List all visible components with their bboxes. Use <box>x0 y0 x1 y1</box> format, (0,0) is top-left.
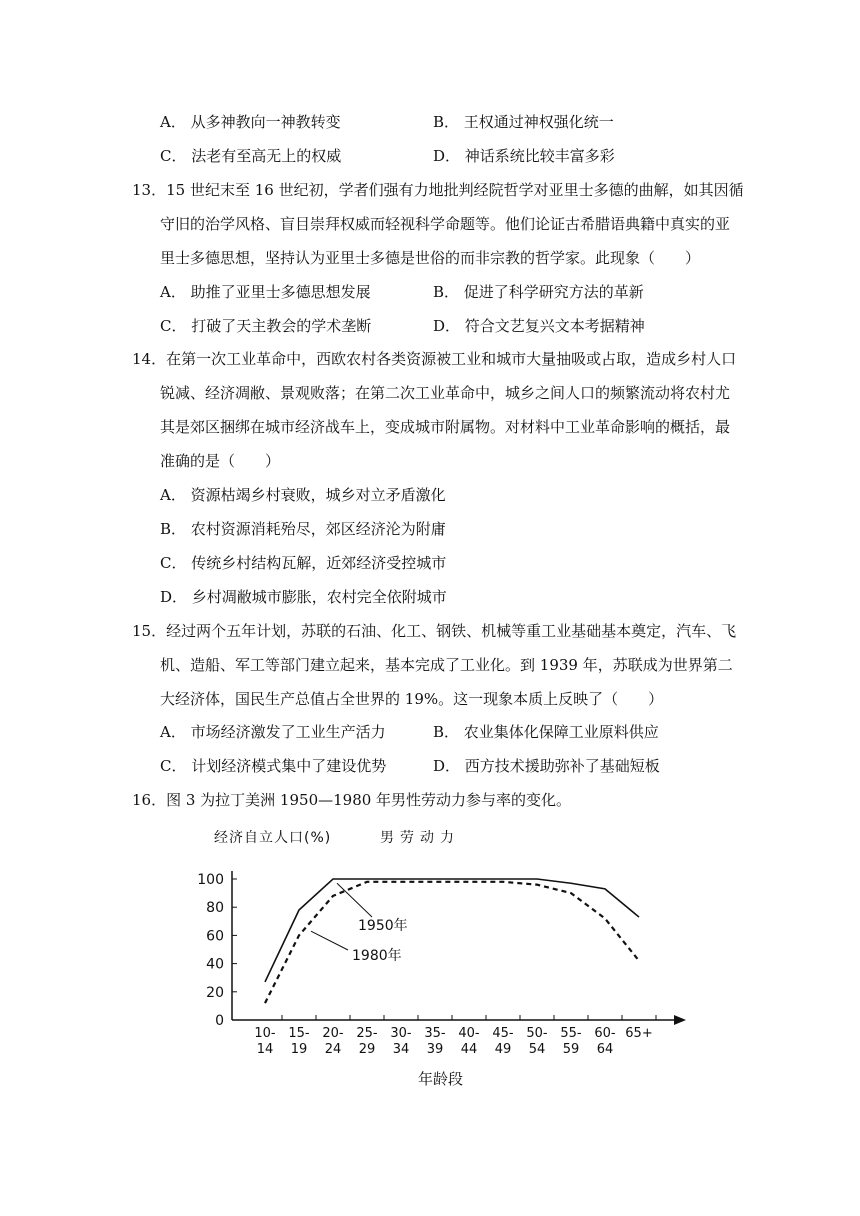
q13-stem-line-1: 13．15 世纪末至 16 世纪初，学者们强有力地批判经院哲学对亚里士多德的曲解，如其因循 <box>132 181 744 199</box>
chart-ylabel: 经济自立人口(%) <box>214 830 332 846</box>
q16-stem-line-1: 16．图 3 为拉丁美洲 1950—1980 年男性劳动力参与率的变化。 <box>132 791 572 809</box>
x-tick-label: 29 <box>358 1042 376 1057</box>
x-tick-label: 35- <box>424 1026 446 1041</box>
x-tick-label: 25- <box>356 1026 378 1041</box>
x-tick-label: 45- <box>492 1026 514 1041</box>
q13-option-c: C． 打破了天主教会的学术垄断 <box>160 317 372 335</box>
option-c: C． 法老有至高无上的权威 <box>160 147 342 165</box>
x-tick-label: 64 <box>596 1042 614 1057</box>
y-tick-label: 20 <box>206 984 224 1001</box>
q15-option-a: A． 市场经济激发了工业生产活力 <box>160 723 386 741</box>
option-b: B． 王权通过神权强化统一 <box>433 113 614 131</box>
x-tick-label: 49 <box>494 1042 512 1057</box>
x-tick-label: 65+ <box>625 1026 653 1041</box>
q13-stem-line-3: 里士多德思想，坚持认为亚里士多德是世俗的而非宗教的哲学家。此现象（ ） <box>160 249 701 267</box>
x-tick-label: 50- <box>526 1026 548 1041</box>
q14-option-a: A． 资源枯竭乡村衰败，城乡对立矛盾激化 <box>160 486 446 504</box>
y-tick-label: 100 <box>197 872 224 888</box>
x-tick-label: 30- <box>390 1026 412 1041</box>
q15-option-c: C． 计划经济模式集中了建设优势 <box>160 757 387 775</box>
x-tick-label: 39 <box>426 1042 444 1057</box>
q13-stem-line-2: 守旧的治学风格、盲目崇拜权威而轻视科学命题等。他们论证古希腊语典籍中真实的亚 <box>160 215 731 233</box>
x-tick-label: 20- <box>322 1026 344 1041</box>
leader-line-1950 <box>337 883 372 917</box>
q13-option-d: D． 符合文艺复兴文本考据精神 <box>433 317 645 335</box>
q14-stem-line-2: 锐减、经济凋敝、景观败落；在第二次工业革命中，城乡之间人口的频繁流动将农村尤 <box>160 384 731 402</box>
x-tick-label: 24 <box>324 1042 342 1057</box>
x-tick-label: 40- <box>458 1026 480 1041</box>
x-axis-arrow <box>674 1015 686 1025</box>
q15-option-b: B． 农业集体化保障工业原料供应 <box>433 723 659 741</box>
y-tick-label: 80 <box>206 900 224 917</box>
y-tick-label: 60 <box>206 928 224 945</box>
x-tick-label: 54 <box>528 1042 546 1057</box>
option-d: D． 神话系统比较丰富多彩 <box>433 147 615 165</box>
x-tick-label: 14 <box>256 1042 274 1057</box>
series-line-0 <box>265 879 639 982</box>
q14-option-c: C． 传统乡村结构瓦解，近郊经济受控城市 <box>160 554 447 572</box>
x-tick-label: 19 <box>290 1042 308 1057</box>
q15-stem-line-1: 15．经过两个五年计划，苏联的石油、化工、钢铁、机械等重工业基础基本奠定，汽车、飞 <box>132 622 737 640</box>
q15-stem-line-2: 机、造船、军工等部门建立起来，基本完成了工业化。到 1939 年，苏联成为世界第二 <box>160 656 733 674</box>
q15-option-d: D． 西方技术援助弥补了基础短板 <box>433 757 660 775</box>
q14-stem-line-4: 准确的是（ ） <box>160 452 281 470</box>
option-a: A． 从多神教向一神教转变 <box>160 113 341 131</box>
q14-option-d: D． 乡村凋敝城市膨胀，农村完全依附城市 <box>160 588 447 606</box>
q14-option-b: B． 农村资源消耗殆尽，郊区经济沦为附庸 <box>160 520 446 538</box>
q13-option-b: B． 促进了科学研究方法的革新 <box>433 283 644 301</box>
x-tick-label: 44 <box>460 1042 478 1057</box>
chart-title: 男劳动力 <box>380 830 460 846</box>
x-tick-label: 15- <box>288 1026 310 1041</box>
series-label-1950: 1950年 <box>358 918 408 934</box>
q13-option-a: A． 助推了亚里士多德思想发展 <box>160 283 371 301</box>
x-tick-label: 55- <box>560 1026 582 1041</box>
leader-line-1980 <box>311 931 348 950</box>
y-tick-label: 0 <box>215 1013 224 1029</box>
q14-stem-line-3: 其是郊区捆绑在城市经济战车上，变成城市附属物。对材料中工业革命影响的概括，最 <box>160 418 731 436</box>
x-tick-label: 60- <box>594 1026 616 1041</box>
series-line-1 <box>265 882 639 1003</box>
x-tick-label: 10- <box>254 1026 276 1041</box>
q15-stem-line-3: 大经济体，国民生产总值占全世界的 19%。这一现象本质上反映了（ ） <box>160 690 664 708</box>
q14-stem-line-1: 14．在第一次工业革命中，西欧农村各类资源被工业和城市大量抽吸或占取，造成乡村人口 <box>132 350 737 368</box>
x-tick-label: 34 <box>392 1042 410 1057</box>
x-tick-label: 59 <box>562 1042 580 1057</box>
labor-participation-chart <box>190 822 700 1062</box>
y-tick-label: 40 <box>206 956 224 973</box>
series-label-1980: 1980年 <box>352 948 402 964</box>
chart-xlabel: 年龄段 <box>418 1070 464 1088</box>
